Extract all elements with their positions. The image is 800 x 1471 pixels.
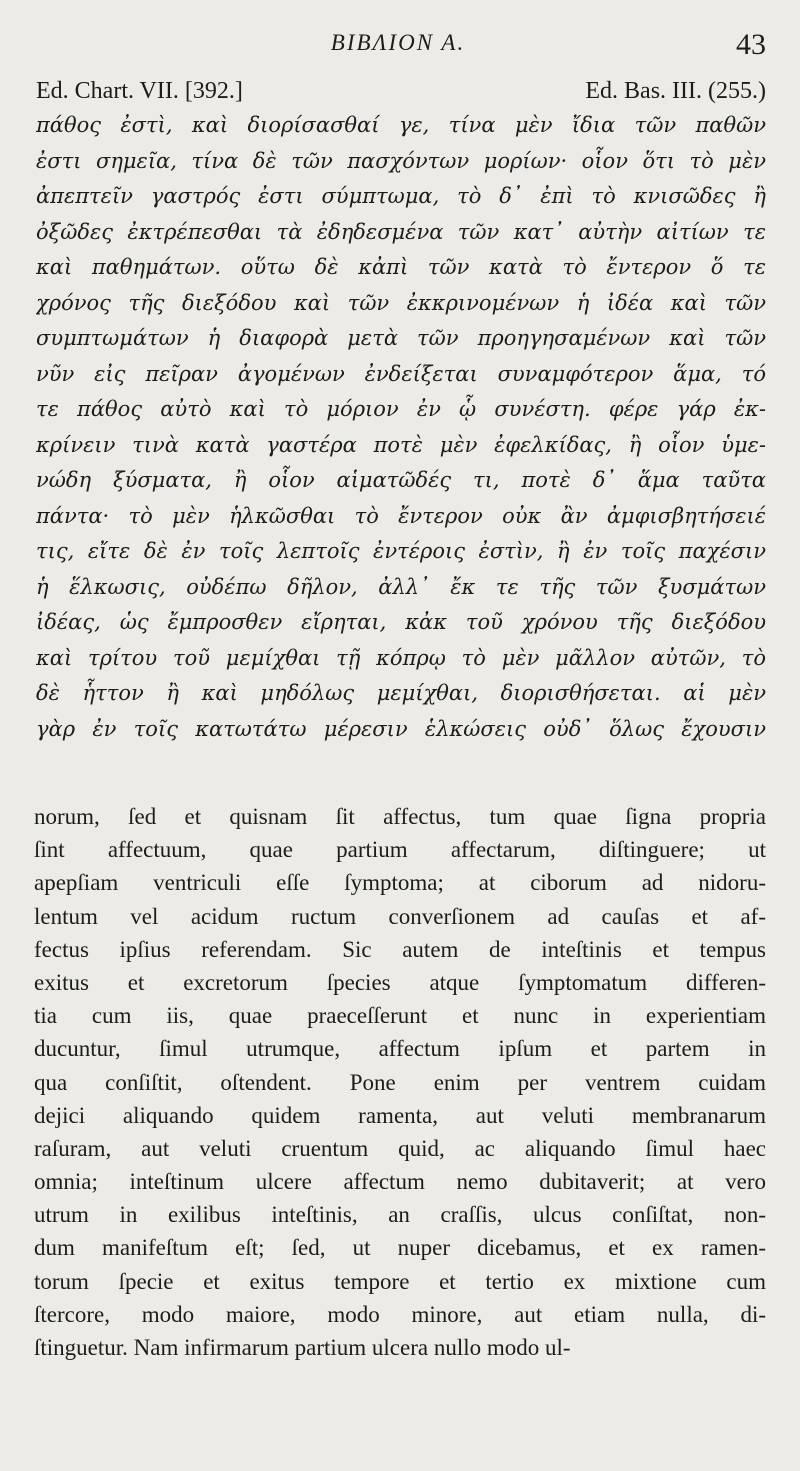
- greek-text-line: ἐστι σημεῖα, τίνα δὲ τῶν πασχόντων μορίων· οἷον ὅτι τὸ μὲν: [36, 148, 766, 173]
- greek-text-line: κρίνειν τινὰ κατὰ γαστέρα ποτὲ μὲν ἐφελκίδας, ἢ οἷον ὑμε-: [36, 432, 766, 457]
- latin-text-line: ducuntur, ſimul utrumque, affectum ipſum et partem in: [34, 1036, 766, 1062]
- greek-text-line: δὲ ἧττον ἢ καὶ μηδόλως μεμίχθαι, διορισθήσεται. αἱ μὲν: [36, 681, 766, 705]
- edition-reference-line: [36, 78, 766, 108]
- latin-text-line: utrum in exilibus inteſtinis, an craſſis, ulcus conſiſtat, non-: [34, 1202, 766, 1228]
- greek-text-line: πάντα· τὸ μὲν ἡλκῶσθαι τὸ ἔντερον οὐκ ἂν ἀμφισβητήσειέ: [36, 503, 766, 528]
- greek-text-line: ἡ ἕλκωσις, οὐδέπω δῆλον, ἀλλ᾽ ἔκ τε τῆς τῶν ξυσμάτων: [36, 574, 766, 599]
- latin-text-line: norum, ſed et quisnam ſit affectus, tum quae ſigna propria: [34, 804, 766, 829]
- latin-text-line: ſtinguetur. Nam infirmarum partium ulcera nullo modo ul-: [34, 1335, 571, 1360]
- greek-text-line: νῦν εἰς πεῖραν ἀγομένων ἐνδείξεται συναμφότερον ἅμα, τό: [36, 361, 766, 386]
- page-header: [30, 22, 766, 72]
- latin-text-line: lentum vel acidum ructum converſionem ad cauſas et af-: [34, 903, 766, 929]
- latin-text-line: ſtercore, modo maiore, modo minore, aut etiam nulla, di-: [34, 1301, 766, 1327]
- greek-text-line: τε πάθος αὐτὸ καὶ τὸ μόριον ἐν ᾧ συνέστη. φέρε γάρ ἐκ-: [36, 397, 766, 421]
- edition-basel-reference: Ed. Bas. III. (255.): [585, 78, 766, 104]
- greek-text-line: καὶ παθημάτων. οὕτω δὲ κἀπὶ τῶν κατὰ τὸ ἔντερον ὅ τε: [36, 255, 766, 279]
- latin-text-line: dejici aliquando quidem ramenta, aut veluti membranarum: [34, 1102, 766, 1128]
- latin-text-line: torum ſpecie et exitus tempore et tertio ex mixtione cum: [34, 1268, 766, 1294]
- greek-text-line: ὀξῶδες ἐκτρέπεσθαι τὰ ἐδηδεσμένα τῶν κατ᾽ αὐτὴν αἰτίων τε: [36, 219, 766, 244]
- greek-text-line: καὶ τρίτου τοῦ μεμίχθαι τῇ κόπρῳ τὸ μὲν μᾶλλον αὐτῶν, τὸ: [36, 645, 766, 670]
- greek-text-line: ἀπεπτεῖν γαστρός ἐστι σύμπτωμα, τὸ δ᾽ ἐπὶ τὸ κνισῶδες ἢ: [36, 184, 766, 208]
- greek-text-line: γὰρ ἐν τοῖς κατωτάτω μέρεσιν ἑλκώσεις οὐδ᾽ ὅλως ἔχουσιν: [36, 716, 766, 741]
- edition-chart-reference: Ed. Chart. VII. [392.]: [36, 78, 243, 104]
- latin-text-line: raſuram, aut veluti cruentum quid, ac aliquando ſimul haec: [34, 1135, 766, 1161]
- latin-text-line: ſint affectuum, quae partium affectarum, diſtinguere; ut: [34, 837, 766, 863]
- latin-text-line: dum manifeſtum eſt; ſed, ut nuper dicebamus, et ex ramen-: [34, 1235, 766, 1261]
- greek-text-line: νώδη ξύσματα, ἢ οἷον αἱματῶδές τι, ποτὲ δ᾽ ἅμα ταῦτα: [36, 468, 766, 492]
- latin-text-line: apepſiam ventriculi eſſe ſymptoma; at ciborum ad nidoru-: [34, 870, 766, 896]
- greek-text-line: πάθος ἐστὶ, καὶ διορίσασθαί γε, τίνα μὲν ἴδια τῶν παθῶν: [36, 113, 766, 137]
- latin-text-line: omnia; inteſtinum ulcere affectum nemo dubitaverit; at vero: [34, 1169, 766, 1195]
- latin-text-line: qua conſiſtit, oſtendent. Pone enim per ventrem cuidam: [34, 1069, 766, 1095]
- latin-text-line: exitus et excretorum ſpecies atque ſymptomatum differen-: [34, 969, 766, 995]
- latin-text-line: tia cum iis, quae praeceſſerunt et nunc in experientiam: [34, 1003, 766, 1029]
- greek-text-line: συμπτωμάτων ἡ διαφορὰ μετὰ τῶν προηγησαμένων καὶ τῶν: [36, 326, 766, 350]
- latin-text-block: [34, 800, 766, 1364]
- greek-text-line: χρόνος τῆς διεξόδου καὶ τῶν ἐκκρινομένων ἡ ἰδέα καὶ τῶν: [36, 290, 766, 315]
- latin-text-line: fectus ipſius referendam. Sic autem de inteſtinis et tempus: [34, 936, 766, 962]
- page-number: 43: [736, 28, 766, 61]
- running-title: BIBΛΙΟΝ Α.: [330, 30, 466, 55]
- greek-text-line: ἰδέας, ὡς ἔμπροσθεν εἴρηται, κἀκ τοῦ χρόνου τῆς διεξόδου: [36, 610, 766, 634]
- greek-text-line: τις, εἴτε δὲ ἐν τοῖς λεπτοῖς ἐντέροις ἐστὶν, ἢ ἐν τοῖς παχέσιν: [36, 539, 766, 563]
- greek-text-block: [36, 108, 766, 747]
